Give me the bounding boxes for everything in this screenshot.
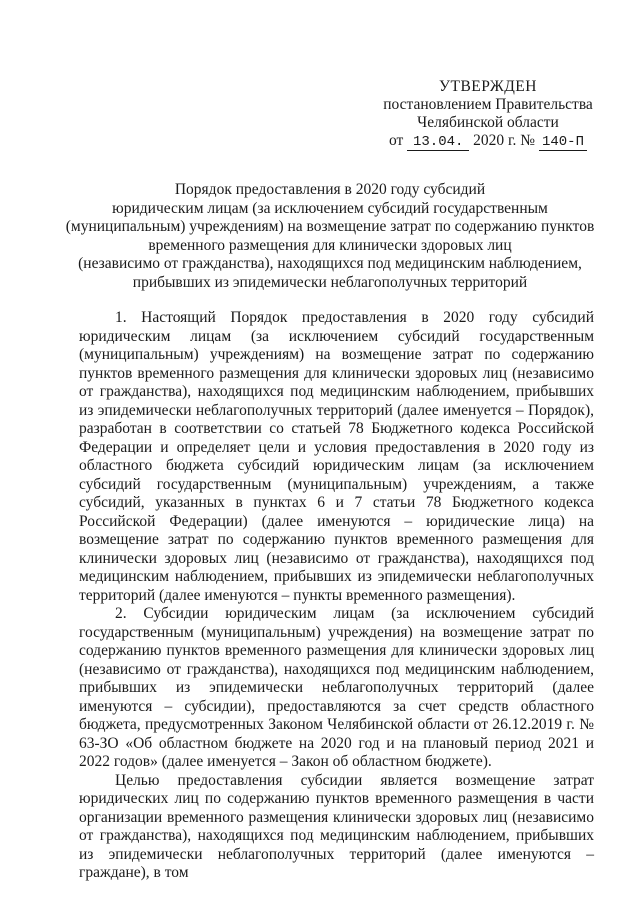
paragraph-2: 2. Субсидии юридическим лицам (за исключением субсидий государственным (муниципальным) учреждения) на возмещение затрат по содержанию пунктов временного размещения для клинически здоровых лиц (независимо от гражданства), находящихся под медицинским наблюдением, прибывших из эпидемически неблагополучных территорий (далее именуются – субсидии), предоставляются за счет средств областного бюджета, предусмотренных Законом Челябинской области от 26.12.2019 г. № 63-ЗО «Об областном бюджете на 2020 год и на плановый период 2021 и 2022 годов» (далее именуется – Закон об областном бюджете).	[79, 605, 594, 770]
date-prefix: от	[389, 132, 404, 149]
paragraph-3: Целью предоставления субсидии является возмещение затрат юридических лиц по содержанию пунктов временного размещения в части организации временного размещения клинически здоровых лиц (независимо от гражданства), находящихся под медицинским наблюдением, прибывших из эпидемически неблагополучных территорий (далее именуются – граждане), в том	[79, 771, 594, 881]
approval-line-1: постановлением Правительства	[383, 96, 593, 113]
approval-line-2: Челябинской области	[417, 114, 559, 131]
document-number-field: 140-П	[539, 135, 587, 151]
title-line: юридическим лицам (за исключением субсидий государственным	[112, 199, 548, 217]
year-number-label: 2020 г. №	[473, 132, 536, 149]
title-line: временного размещения для клинически здоровых лиц	[148, 236, 512, 254]
title-line: (независимо от гражданства), находящихся под медицинским наблюдением,	[78, 255, 582, 272]
approval-dateline	[368, 132, 608, 151]
paragraph-1: 1. Настоящий Порядок предоставления в 2020 году субсидий юридическим лицам (за исключением субсидий государственным (муниципальным) учреждениям) на возмещение затрат по содержанию пунктов временного размещения для клинически здоровых лиц (независимо от гражданства), находящихся под медицинским наблюдением, прибывших из эпидемически неблагополучных территорий (далее именуется – Порядок), разработан в соответствии со статьей 78 Бюджетного кодекса Российской Федерации и определяет цели и условия предоставления в 2020 году из областного бюджета субсидий юридическим лицам (за исключением субсидий государственным (муниципальным) учреждениям, а также субсидий, указанных в пунктах 6 и 7 статьи 78 Бюджетного кодекса Российской Федерации) (далее именуются – юридические лица) на возмещение затрат по содержанию пунктов временного размещения для клинически здоровых лиц (независимо от гражданства), находящихся под медицинским наблюдением, прибывших из эпидемически неблагополучных территорий (далее именуются – пункты временного размещения).	[79, 309, 594, 604]
document-title	[60, 181, 600, 292]
approved-heading: УТВЕРЖДЕН	[439, 78, 537, 95]
document-body	[79, 309, 594, 883]
title-line: прибывших из эпидемически неблагополучных территорий	[132, 273, 528, 291]
approval-stamp	[368, 78, 608, 151]
date-field: 13.04.	[407, 135, 469, 151]
title-line: Порядок предоставления в 2020 году субсидий	[174, 181, 486, 198]
title-line: (муниципальным) учреждениям) на возмещение затрат по содержанию пунктов	[65, 218, 595, 235]
